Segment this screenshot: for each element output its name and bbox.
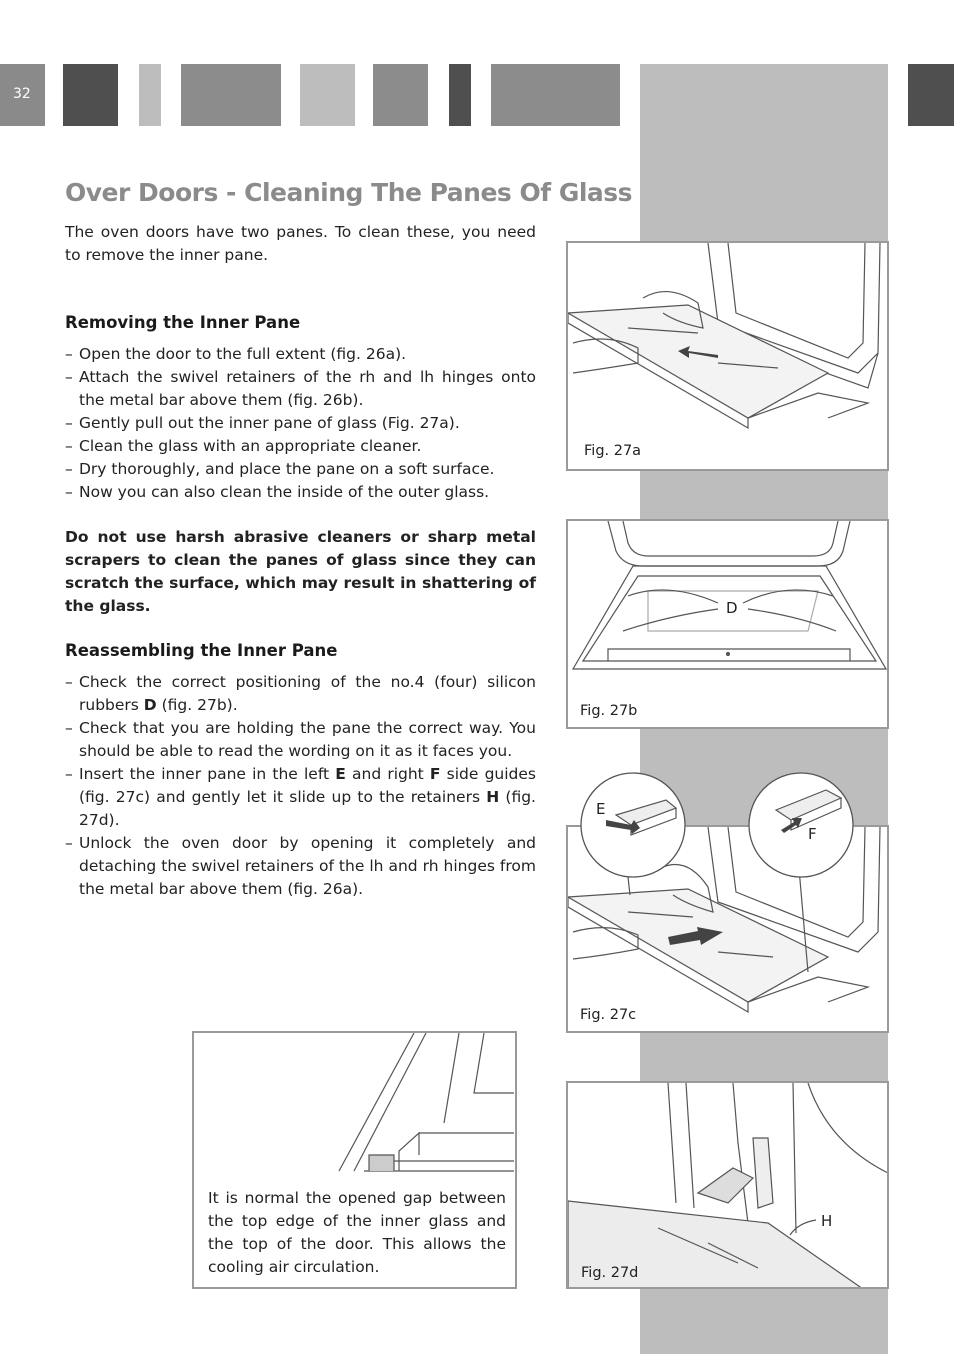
list-item: – Open the door to the full extent (fig. 26a). [65,343,536,366]
page-number-block [0,64,45,126]
fig27b-caption: Fig. 27b [580,703,638,719]
header-block [449,64,471,126]
reassembling-steps [65,671,536,901]
fig27a-caption: Fig. 27a [584,443,642,459]
reassembling-heading: Reassembling the Inner Pane [65,641,338,660]
intro-paragraph: The oven doors have two panes. To clean these, you need to remove the inner pane. [65,223,536,264]
fig27d-illustration [568,1083,889,1289]
header-block [491,64,620,126]
removing-heading: Removing the Inner Pane [65,313,301,332]
figure-27b [566,519,889,729]
list-item: – Attach the swivel retainers of the rh and lh hinges onto the metal bar above them (fig. 26b). [65,366,536,412]
header-block [373,64,428,126]
header-block [63,64,118,126]
page-number: 32 [13,86,31,102]
page-title: Over Doors - Cleaning The Panes Of Glass [65,178,633,207]
header-block [908,64,954,126]
label-h: H [821,1212,833,1230]
figure-27d [566,1081,889,1289]
list-item: – Now you can also clean the inside of the outer glass. [65,481,536,504]
warning-text: Do not use harsh abrasive cleaners or sharp metal scrapers to clean the panes of glass since they can scratch the surface, which may result in shattering of the glass. [65,528,536,615]
fig27c-caption: Fig. 27c [580,1007,637,1023]
removing-steps [65,343,536,504]
label-d: D [726,599,738,617]
fig27c-detail-circles [576,770,856,890]
header-block [139,64,161,126]
list-item: – Check that you are holding the pane the correct way. You should be able to read the wording on it as it faces you. [65,717,536,763]
fig27d-caption: Fig. 27d [581,1265,639,1281]
door-gap-illustration [194,1033,517,1183]
list-item: – Clean the glass with an appropriate cleaner. [65,435,536,458]
list-item: – Check the correct positioning of the no.4 (four) silicon rubbers D (fig. 27b). [65,671,536,717]
list-item: – Dry thoroughly, and place the pane on a soft surface. [65,458,536,481]
list-item: – Gently pull out the inner pane of glass (Fig. 27a). [65,412,536,435]
figure-27a [566,241,889,471]
header-block [181,64,281,126]
note-box [192,1031,517,1289]
list-item: – Unlock the oven door by opening it completely and detaching the swivel retainers of the lh and rh hinges from the metal bar above them (fig. 26a). [65,832,536,901]
note-text: It is normal the opened gap between the top edge of the inner glass and the top of the door. This allows the cooling air circulation. [208,1189,506,1276]
fig27b-illustration [568,521,889,729]
label-f: F [808,825,817,843]
fig27a-illustration [568,243,889,471]
list-item: – Insert the inner pane in the left E and right F side guides (fig. 27c) and gently let it slide up to the retainers H (fig. 27d). [65,763,536,832]
header-block [300,64,355,126]
label-e: E [596,800,606,818]
